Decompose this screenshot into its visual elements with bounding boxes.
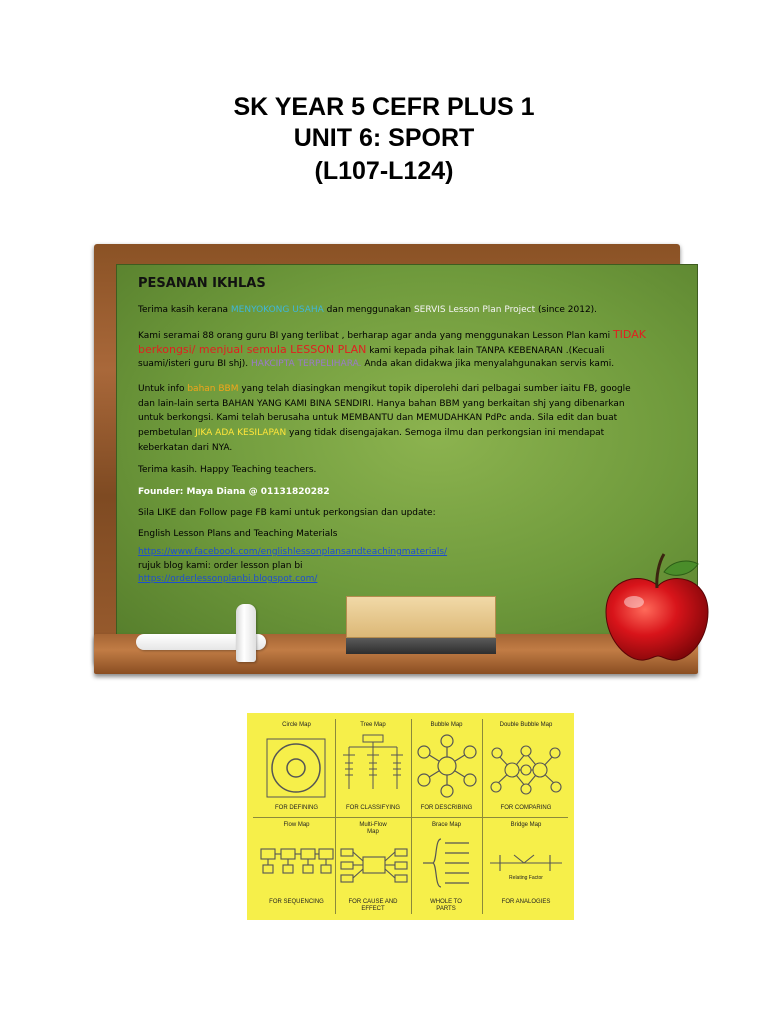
map-title: Multi-Flow Map (359, 822, 387, 835)
eraser-wood (346, 596, 496, 638)
eraser-felt (346, 638, 496, 654)
text-segment: suami/isteri guru BI shj). (138, 359, 252, 369)
warning-text: berkongsi/ menjual semula LESSON PLAN (138, 343, 367, 356)
text-segment: Terima kasih kerana (138, 305, 231, 315)
relating-factor-label: Relating Factor (509, 875, 543, 881)
board-paragraph-3-line1 (138, 383, 631, 397)
highlight-text: SERVIS Lesson Plan Project (413, 305, 536, 315)
page-title-line3: (L107-L124) (314, 157, 454, 185)
text-segment: yang telah diasingkan mengikut topik diperolehi dari pelbagai sumber iaitu FB, google (238, 384, 631, 394)
map-label: FOR CLASSIFYING (345, 805, 400, 811)
board-paragraph-1 (138, 304, 597, 318)
highlight-text: MENYOKONG USAHA (230, 305, 324, 315)
board-eraser (346, 596, 496, 658)
map-bubble (411, 719, 482, 819)
map-circle (257, 719, 336, 819)
map-title: Double Bubble Map (499, 722, 553, 728)
circle-map-icon (265, 737, 327, 799)
map-title: Tree Map (360, 722, 386, 728)
blog-link[interactable]: https://orderlessonplanbi.blogspot.com/ (138, 574, 318, 584)
text-segment: Kami seramai 88 orang guru BI yang terlibat , berharap agar anda yang menggunakan Lesson Plan kami (138, 331, 613, 341)
board-paragraph-2-line3 (138, 358, 614, 372)
map-label: FOR CAUSE AND EFFECT (348, 899, 398, 912)
highlight-text: JIKA ADA KESILAPAN (195, 428, 287, 438)
map-label: FOR DEFINING (275, 805, 318, 811)
brace-map-icon (421, 833, 473, 895)
map-title: Bubble Map (430, 722, 463, 728)
bubble-map-icon (416, 733, 478, 799)
map-tree (335, 719, 411, 819)
board-paragraph-3-line5: keberkatan dari NYA. (138, 443, 233, 453)
text-segment: Anda akan didakwa jika menyalahgunakan servis kami. (361, 359, 615, 369)
map-title: Circle Map (282, 722, 311, 728)
text-segment: pembetulan (138, 428, 196, 438)
map-label: FOR SEQUENCING (269, 899, 324, 905)
multi-flow-map-icon (339, 843, 409, 889)
text-segment: yang tidak disengajakan. Semoga ilmu dan perkongsian ini mendapat (286, 428, 605, 438)
map-multi-flow (335, 819, 411, 919)
text-segment: Untuk info (138, 384, 188, 394)
map-label: FOR ANALOGIES (501, 899, 551, 905)
page-title-line2: UNIT 6: SPORT (293, 124, 475, 152)
highlight-text: HAKCIPTA TERPELIHARA. (251, 359, 362, 369)
board-like-note: Sila LIKE dan Follow page FB kami untuk perkongsian dan update: (138, 508, 436, 518)
board-paragraph-2-line2 (138, 343, 604, 359)
map-title: Brace Map (431, 822, 461, 828)
warning-text: TIDAK (612, 328, 646, 341)
text-segment: dan menggunakan (323, 305, 414, 315)
page-title-line1: SK YEAR 5 CEFR PLUS 1 (233, 93, 535, 121)
thinking-maps-panel (247, 713, 574, 920)
tree-map-icon (341, 733, 405, 797)
map-title: Flow Map (283, 822, 310, 828)
chalk-stick-vertical (236, 604, 256, 662)
text-segment: kami kepada pihak lain TANPA KEBENARAN .(Kecuali (366, 346, 605, 356)
board-heading: PESANAN IKHLAS (138, 276, 266, 291)
text-segment: (since 2012). (535, 305, 598, 315)
map-label: FOR DESCRIBING (420, 805, 473, 811)
double-bubble-map-icon (490, 741, 562, 799)
map-bridge (482, 819, 570, 919)
highlight-text: bahan BBM (187, 384, 239, 394)
board-paragraph-3-line3: untuk berkongsi. Kami telah berusaha untuk MEMBANTU dan MEMUDAHKAN PdPc anda. Sila edit dan buat (138, 413, 618, 423)
board-paragraph-3-line2: dan lain-lain serta BAHAN YANG KAMI BINA SENDIRI. Hanya bahan BBM yang berkaitan shj yang dibenarkan (138, 399, 625, 409)
board-thanks: Terima kasih. Happy Teaching teachers. (138, 465, 317, 475)
map-double-bubble (482, 719, 570, 819)
board-paragraph-3-line4 (138, 427, 604, 441)
flow-map-icon (259, 843, 335, 883)
map-title: Bridge Map (510, 822, 542, 828)
board-blog-label: rujuk blog kami: order lesson plan bi (138, 561, 303, 571)
board-paragraph-2-line1 (138, 328, 646, 344)
map-label: WHOLE TO PARTS (430, 899, 462, 912)
facebook-link[interactable]: https://www.facebook.com/englishlessonplansandteachingmaterials/ (138, 547, 448, 557)
board-founder: Founder: Maya Diana @ 01131820282 (138, 487, 330, 497)
map-label: FOR COMPARING (500, 805, 552, 811)
board-page-name: English Lesson Plans and Teaching Materials (138, 529, 338, 539)
map-brace (411, 819, 482, 919)
map-flow (257, 819, 336, 919)
apple-icon (602, 550, 712, 665)
